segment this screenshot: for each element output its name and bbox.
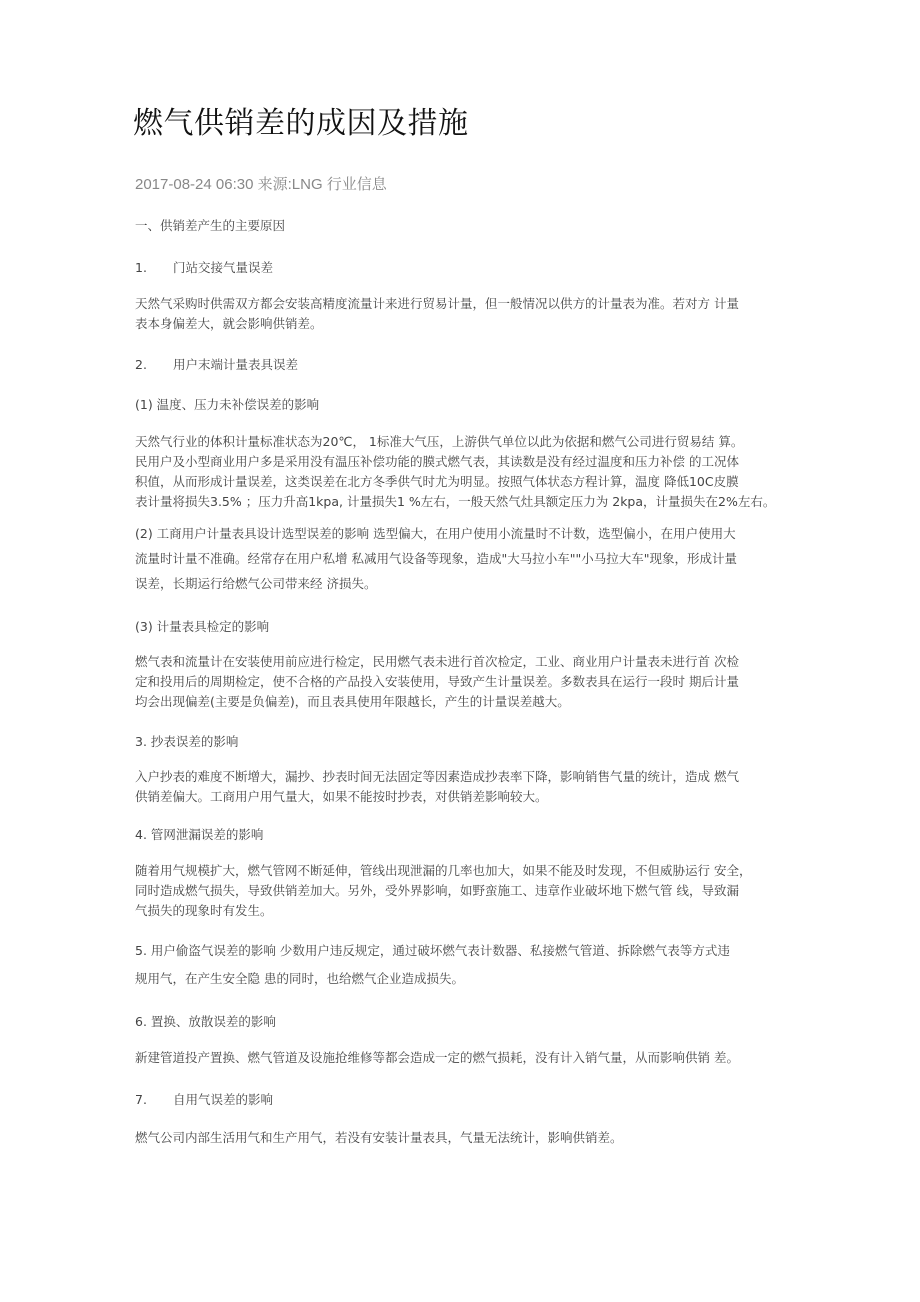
paragraph-line: 入户抄表的难度不断增大，漏抄、抄表时间无法固定等因素造成抄表率下降，影响销售气量的统计，造成 燃气 [135, 769, 739, 784]
paragraph-line: 随着用气规模扩大，燃气管网不断延伸，管线出现泄漏的几率也加大，如果不能及时发现，不但威胁运行 安全， [135, 863, 752, 878]
paragraph-line: 天然气采购时供需双方都会安装高精度流量计来进行贸易计量，但一般情况以供方的计量表为准。若对方 计量 [135, 296, 739, 311]
paragraph-line: 规用气，在产生安全隐 患的同时，也给燃气企业造成损失。 [135, 971, 464, 986]
subheading: (3) 计量表具检定的影响 [135, 619, 270, 634]
paragraph [135, 521, 795, 596]
item-heading: 6. 置换、放散误差的影响 [135, 1014, 276, 1029]
paragraph [135, 767, 795, 807]
paragraph [135, 861, 795, 921]
item-heading: 4. 管网泄漏误差的影响 [135, 827, 264, 842]
subheading: (1) 温度、压力未补偿误差的影响 [135, 397, 320, 412]
paragraph [135, 294, 795, 334]
paragraph: 新建管道投产置换、燃气管道及设施抢维修等都会造成一定的燃气损耗，没有计入销气量，从而影响供销 差。 [135, 1050, 739, 1065]
item-number: 1. [135, 260, 147, 275]
item-text: 用户末端计量表具误差 [173, 357, 299, 372]
paragraph [135, 432, 795, 512]
paragraph-line: 民用户及小型商业用户多是采用没有温压补偿功能的膜式燃气表，其读数是没有经过温度和压力补偿 的工况体 [135, 454, 739, 469]
page-title: 燃气供销差的成因及措施 [133, 106, 469, 141]
paragraph: 燃气公司内部生活用气和生产用气，若没有安装计量表具，气量无法统计，影响供销差。 [135, 1130, 623, 1145]
paragraph-line: 天然气行业的体积计量标准状态为20℃， 1标准大气压，上游供气单位以此为依据和燃气公司进行贸易结 算。 [135, 434, 744, 449]
article-meta: 2017-08-24 06:30 来源:LNG 行业信息 [135, 176, 387, 193]
item-heading: 3. 抄表误差的影响 [135, 734, 239, 749]
paragraph-line: 误差，长期运行给燃气公司带来经 济损失。 [135, 576, 377, 591]
paragraph-line: 5. 用户偷盗气误差的影响 少数用户违反规定，通过破坏燃气表计数器、私接燃气管道、拆除燃气表等方式违 [135, 943, 730, 958]
paragraph [135, 937, 795, 993]
item-heading [135, 258, 795, 276]
paragraph-line: 同时造成燃气损失，导致供销差加大。另外，受外界影响，如野蛮施工、违章作业破坏地下燃气管 线，导致漏 [135, 883, 739, 898]
paragraph-line: 供销差偏大。工商用户用气量大，如果不能按时抄表，对供销差影响较大。 [135, 789, 548, 804]
paragraph-line: 表计量将损失3.5% ；压力升高1kpa, 计量损失1 %左右，一般天然气灶具额定压力为 2kpa，计量损失在2%左右。 [135, 494, 776, 509]
paragraph [135, 652, 795, 712]
item-text: 门站交接气量误差 [173, 260, 274, 275]
paragraph-line: 气损失的现象时有发生。 [135, 903, 273, 918]
paragraph-line: 表本身偏差大，就会影响供销差。 [135, 316, 323, 331]
item-heading [135, 355, 795, 373]
paragraph-line: (2) 工商用户计量表具设计选型误差的影响 选型偏大，在用户使用小流量时不计数，选型偏小，在用户使用大 [135, 526, 736, 541]
item-text: 自用气误差的影响 [173, 1092, 274, 1107]
item-heading [135, 1090, 795, 1108]
paragraph-line: 积值，从而形成计量误差，这类误差在北方冬季供气时尤为明显。按照气体状态方程计算，温度 降低10C皮膜 [135, 474, 739, 489]
item-number: 7. [135, 1092, 147, 1107]
item-number: 2. [135, 357, 147, 372]
paragraph-line: 燃气表和流量计在安装使用前应进行检定，民用燃气表未进行首次检定，工业、商业用户计量表未进行首 次检 [135, 654, 739, 669]
paragraph-line: 定和投用后的周期检定，使不合格的产品投入安装使用，导致产生计量误差。多数表具在运行一段时 期后计量 [135, 674, 739, 689]
paragraph-line: 流量时计量不准确。经常存在用户私增 私减用气设备等现象，造成"大马拉小车""小马拉大车"现象，形成计量 [135, 551, 737, 566]
section-heading: 一、供销差产生的主要原因 [135, 218, 286, 233]
paragraph-line: 均会出现偏差(主要是负偏差)，而且表具使用年限越长，产生的计量误差越大。 [135, 694, 570, 709]
